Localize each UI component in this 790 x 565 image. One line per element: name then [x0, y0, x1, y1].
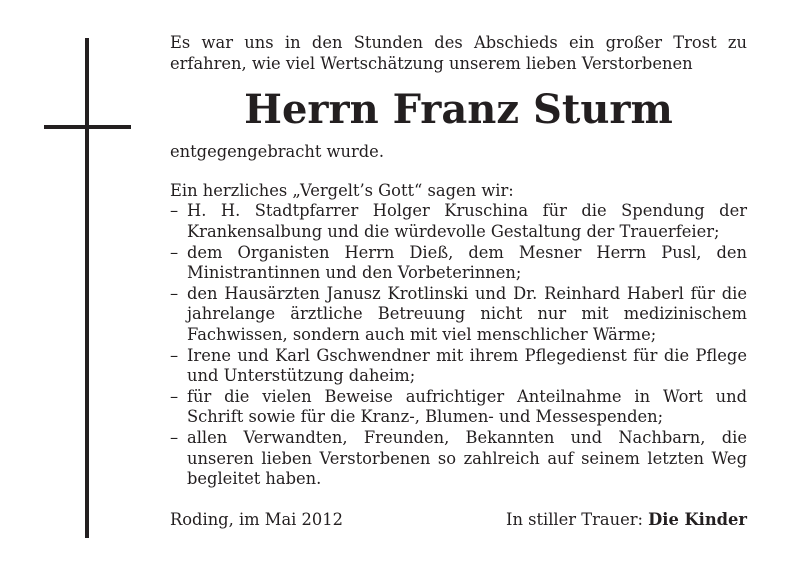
- intro-text: Es war uns in den Stunden des Abschieds ein großer Trost zu erfahren, wie viel Wertschätzung unserem lieben Verstorbenen: [170, 33, 747, 73]
- thanks-item-text: H. H. Stadtpfarrer Holger Kruschina für die Spendung der Krankensalbung und die würdevolle Gestaltung der Trauerfeier;: [187, 201, 747, 241]
- thanks-item: [170, 243, 747, 284]
- thanks-item: [170, 346, 747, 387]
- thanks-item: [170, 387, 747, 428]
- dash-bullet: –: [170, 242, 179, 262]
- dash-bullet: –: [170, 283, 179, 303]
- mourning-signature: [506, 510, 747, 531]
- thanks-item-text: Irene und Karl Gschwendner mit ihrem Pflegedienst für die Pflege und Unterstützung daheim;: [187, 345, 747, 386]
- thanks-intro: Ein herzliches „Vergelt’s Gott“ sagen wir:: [170, 180, 514, 200]
- dash-bullet: –: [170, 201, 179, 221]
- dash-bullet: –: [170, 427, 179, 447]
- dash-bullet: –: [170, 386, 179, 406]
- mourners: Die Kinder: [648, 509, 747, 529]
- cross-horizontal-bar: [44, 125, 131, 129]
- dash-bullet: –: [170, 345, 179, 365]
- thanks-item-text: für die vielen Beweise aufrichtiger Anteilnahme in Wort und Schrift sowie für die Kranz-, Blumen- und Messespenden;: [187, 386, 747, 427]
- thanks-item: [170, 428, 747, 490]
- thanks-list: [170, 201, 747, 489]
- thanks-item-text: allen Verwandten, Freunden, Bekannten und Nachbarn, die unseren lieben Verstorbenen so zahlreich auf seinem letzten Weg begleitet haben.: [187, 427, 747, 489]
- thanks-item-text: dem Organisten Herrn Dieß, dem Mesner Herrn Pusl, den Ministrantinnen und den Vorbeterinnen;: [187, 242, 747, 283]
- deceased-name: Herrn Franz Sturm: [244, 86, 673, 134]
- after-name-text: entgegengebracht wurde.: [170, 142, 384, 162]
- footer: [170, 510, 747, 531]
- place-date: Roding, im Mai 2012: [170, 509, 343, 529]
- thanks-item-text: den Hausärzten Janusz Krotlinski und Dr. Reinhard Haberl für die jahrelange ärztliche Betreuung nicht nur mit medizinischem Fachwissen, sondern auch mit viel menschlicher Wärme;: [187, 283, 747, 344]
- thanks-item: [170, 201, 747, 242]
- notice-text: [170, 33, 747, 530]
- cross-vertical-bar: [85, 38, 89, 538]
- thanks-item: [170, 284, 747, 346]
- mourning-label: In stiller Trauer:: [506, 509, 643, 529]
